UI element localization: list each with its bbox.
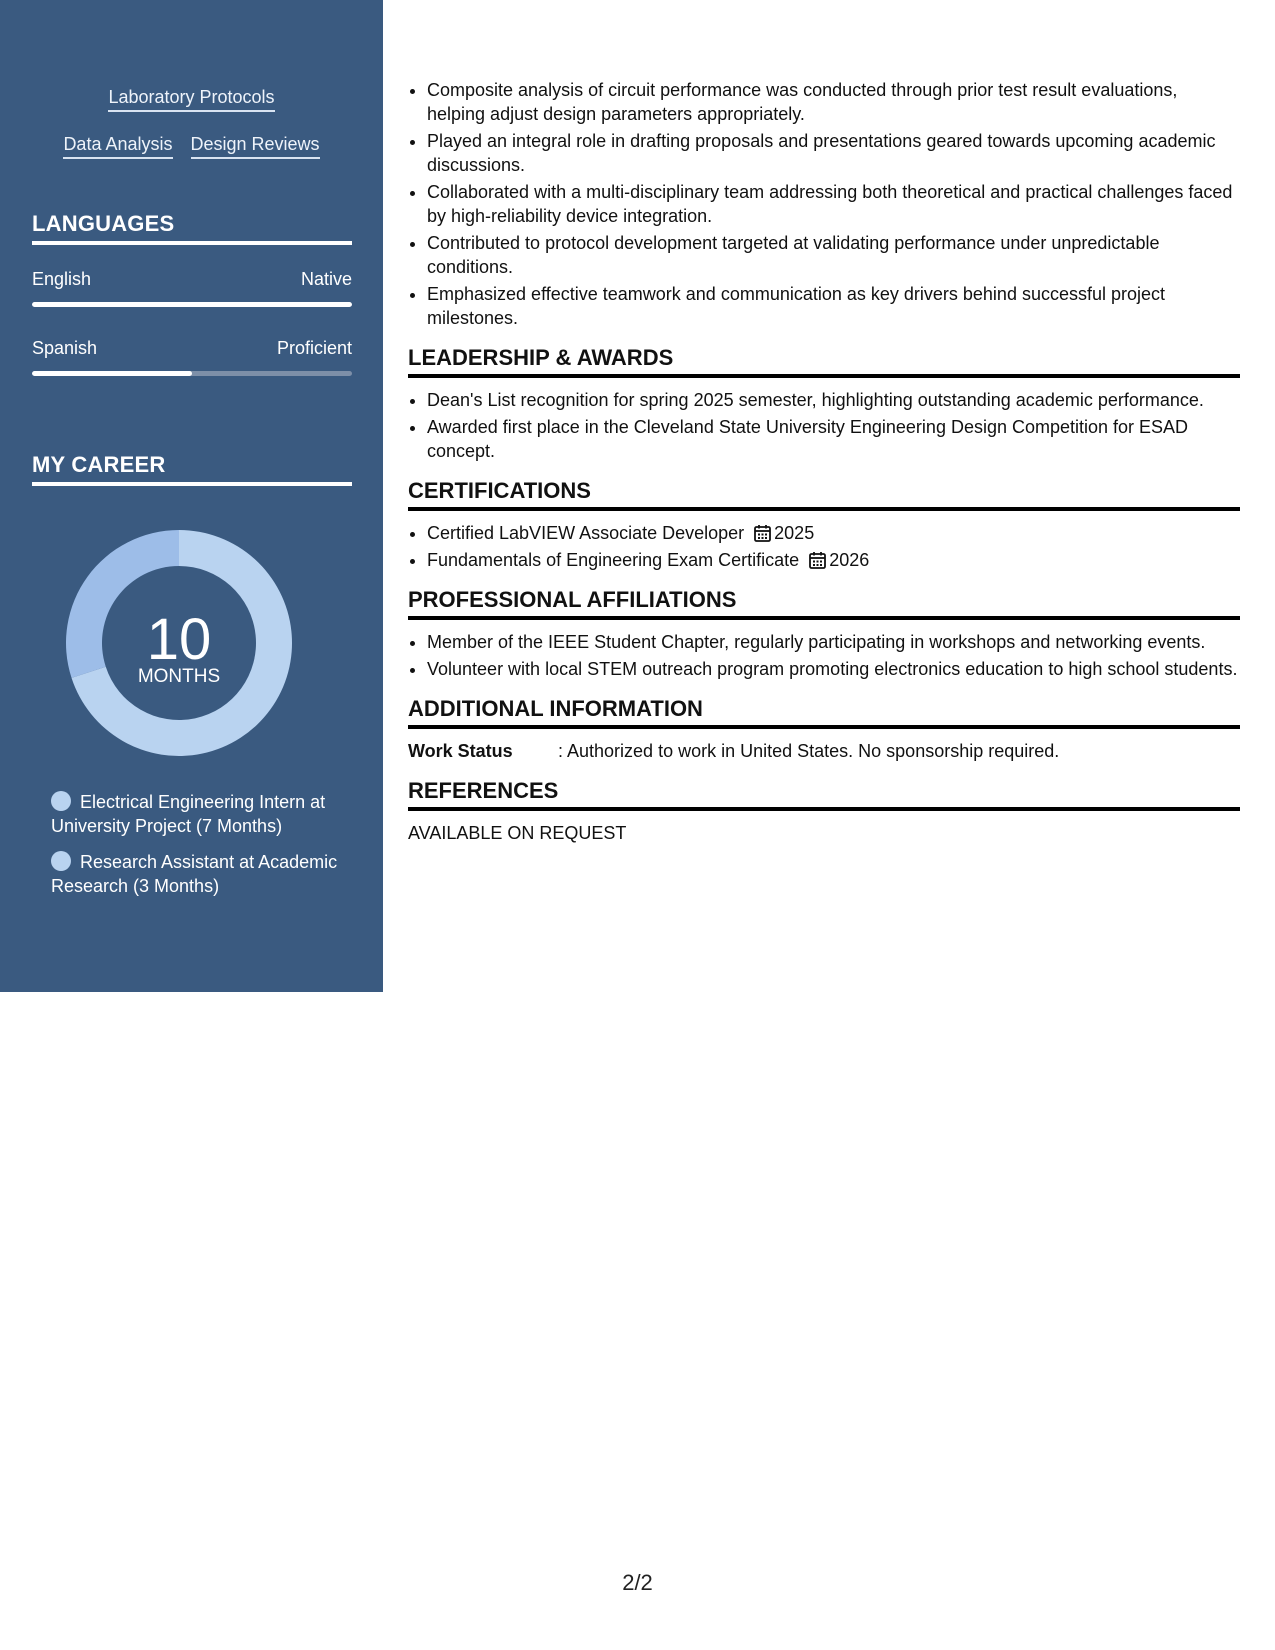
leadership-heading: LEADERSHIP & AWARDS xyxy=(408,344,1240,378)
work-status-row xyxy=(408,739,1240,763)
list-item: • Volunteer with local STEM outreach program promoting electronics education to high school students. xyxy=(427,657,1240,681)
list-item: • Composite analysis of circuit performance was conducted through prior test result evaluations, helping adjust design parameters appropriately. xyxy=(427,78,1240,126)
certification-item xyxy=(427,521,1240,545)
skills-tags xyxy=(0,86,383,180)
language-level: Native xyxy=(300,269,352,289)
language-level: Proficient xyxy=(276,338,352,358)
language-bar xyxy=(32,371,352,376)
list-item: • Collaborated with a multi-disciplinary team addressing both theoretical and practical challenges faced by high-reliability device integration. xyxy=(427,180,1240,228)
work-status-value: : Authorized to work in United States. No sponsorship required. xyxy=(558,741,1060,761)
list-item: • Member of the IEEE Student Chapter, regularly participating in workshops and networking events. xyxy=(427,630,1240,654)
legend-dot xyxy=(51,791,71,811)
calendar-icon xyxy=(809,551,826,569)
list-item: • Contributed to protocol development targeted at validating performance under unpredictable conditions. xyxy=(427,231,1240,279)
skill-tag: Laboratory Protocols xyxy=(108,86,274,112)
career-list xyxy=(51,790,351,910)
skill-tag: Design Reviews xyxy=(191,133,320,159)
career-donut-chart xyxy=(64,528,294,758)
languages-heading: LANGUAGES xyxy=(32,211,352,245)
affiliations-list xyxy=(408,630,1240,681)
main-content xyxy=(408,78,1240,845)
certification-year: 2026 xyxy=(829,550,870,570)
list-item: • Dean's List recognition for spring 2025 semester, highlighting outstanding academic performance. xyxy=(427,388,1240,412)
certifications-heading: CERTIFICATIONS xyxy=(408,477,1240,511)
page-number: 2/2 xyxy=(622,1570,653,1595)
additional-info-heading: ADDITIONAL INFORMATION xyxy=(408,695,1240,729)
experience-bullets xyxy=(408,78,1240,330)
sidebar xyxy=(0,0,383,992)
certification-year: 2025 xyxy=(774,523,815,543)
list-item: • Awarded first place in the Cleveland State University Engineering Design Competition for ESAD concept. xyxy=(427,415,1240,463)
certification-item xyxy=(427,548,1240,572)
certification-name: Fundamentals of Engineering Exam Certificate xyxy=(427,550,800,570)
language-bar-fill xyxy=(32,302,352,307)
career-item xyxy=(51,790,351,838)
list-item: • Emphasized effective teamwork and communication as key drivers behind successful project milestones. xyxy=(427,282,1240,330)
calendar-icon xyxy=(754,524,771,542)
language-english xyxy=(32,268,352,307)
certification-name: Certified LabVIEW Associate Developer xyxy=(427,523,745,543)
language-bar-fill xyxy=(32,371,192,376)
language-name: Spanish xyxy=(32,338,98,358)
work-status-label: Work Status xyxy=(408,741,513,761)
language-name: English xyxy=(32,269,92,289)
career-item-text: Research Assistant at Academic Research (3 Months) xyxy=(51,852,338,896)
list-item: • Played an integral role in drafting proposals and presentations geared towards upcoming academic discussions. xyxy=(427,129,1240,177)
donut-unit: MONTHS xyxy=(137,666,221,687)
skill-tag: Data Analysis xyxy=(63,133,172,159)
certifications-list xyxy=(408,521,1240,572)
language-bar xyxy=(32,302,352,307)
leadership-bullets xyxy=(408,388,1240,463)
references-heading: REFERENCES xyxy=(408,777,1240,811)
affiliations-heading: PROFESSIONAL AFFILIATIONS xyxy=(408,586,1240,620)
language-spanish xyxy=(32,337,352,376)
donut-total: 10 xyxy=(146,607,212,672)
career-heading: MY CAREER xyxy=(32,452,352,486)
legend-dot xyxy=(51,851,71,871)
references-text: AVAILABLE ON REQUEST xyxy=(408,823,627,843)
career-item xyxy=(51,850,351,898)
career-item-text: Electrical Engineering Intern at University Project (7 Months) xyxy=(51,792,326,836)
